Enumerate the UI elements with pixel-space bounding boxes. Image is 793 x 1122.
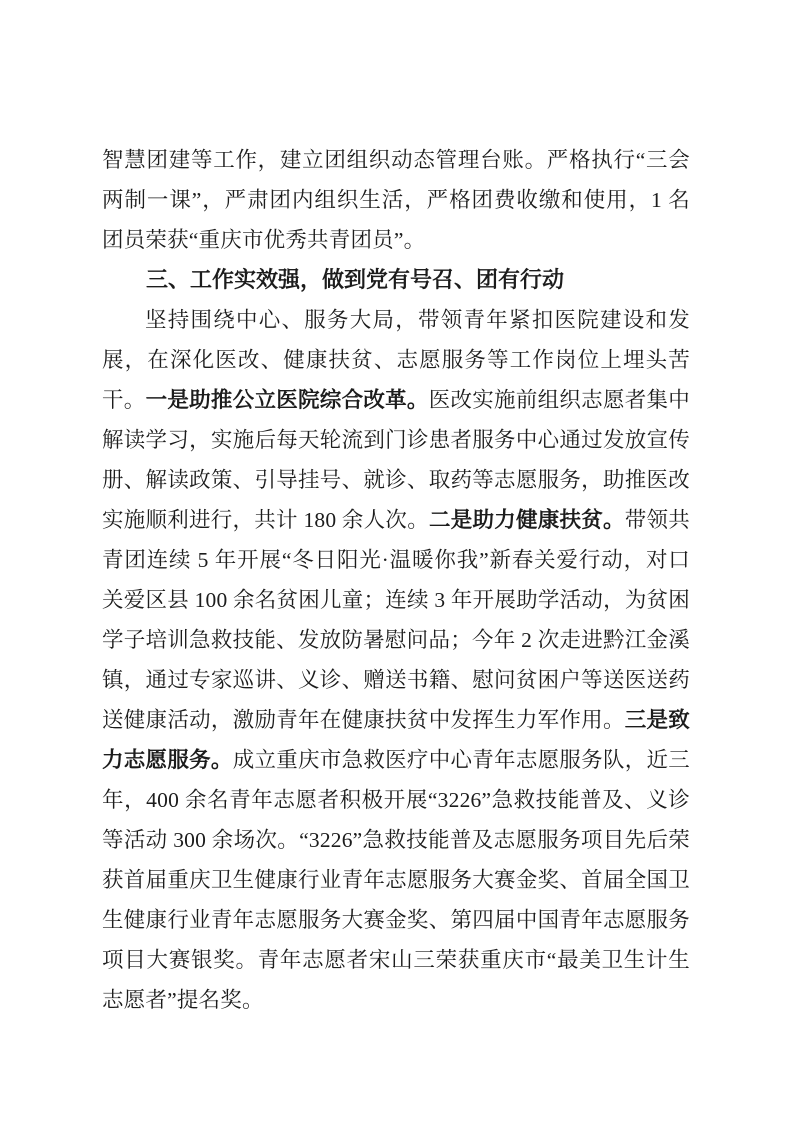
document-body [102,140,690,1020]
bold-text-run: 三、工作实效强，做到党有号召、团有行动 [146,267,565,292]
section-heading [102,260,690,300]
bold-text-run: 一是助推公立医院综合改革。 [145,388,429,412]
text-run: 带领共青团连续 5 年开展“冬日阳光·温暖你我”新春关爱行动，对口关爱区县 100 余名贫困儿童；连续 3 年开展助学活动，为贫困学子培训急救技能、发放防暑慰问品；今年 2 次走进黔江金溪镇，通过专家巡讲、义诊、赠送书籍、慰问贫困户等送医送药送健康活动，激励青年在健康扶贫中发挥生力军作用。 [102,508,690,732]
paragraph-main [102,300,690,1020]
bold-text-run: 三是致力志愿服务。 [102,708,690,772]
text-run: 医改实施前组织志愿者集中解读学习，实施后每天轮流到门诊患者服务中心通过发放宣传册、解读政策、引导挂号、就诊、取药等志愿服务，助推医改实施顺利进行，共计 180 余人次。 [102,388,690,532]
text-run: 坚持围绕中心、服务大局，带领青年紧扣医院建设和发展，在深化医改、健康扶贫、志愿服务等工作岗位上埋头苦干。 [102,308,690,412]
paragraph-continued [102,140,690,260]
text-run: 智慧团建等工作，建立团组织动态管理台账。严格执行“三会两制一课”，严肃团内组织生活，严格团费收缴和使用，1 名团员荣获“重庆市优秀共青团员”。 [102,148,690,252]
bold-text-run: 二是助力健康扶贫。 [428,508,625,532]
text-run: 成立重庆市急救医疗中心青年志愿服务队，近三年，400 余名青年志愿者积极开展“3226”急救技能普及、义诊等活动 300 余场次。“3226”急救技能普及志愿服务项目先后荣获首届重庆卫生健康行业青年志愿服务大赛金奖、首届全国卫生健康行业青年志愿服务大赛金奖、第四届中国青年志愿服务项目大赛银奖。青年志愿者宋山三荣获重庆市“最美卫生计生志愿者”提名奖。 [102,748,691,1012]
